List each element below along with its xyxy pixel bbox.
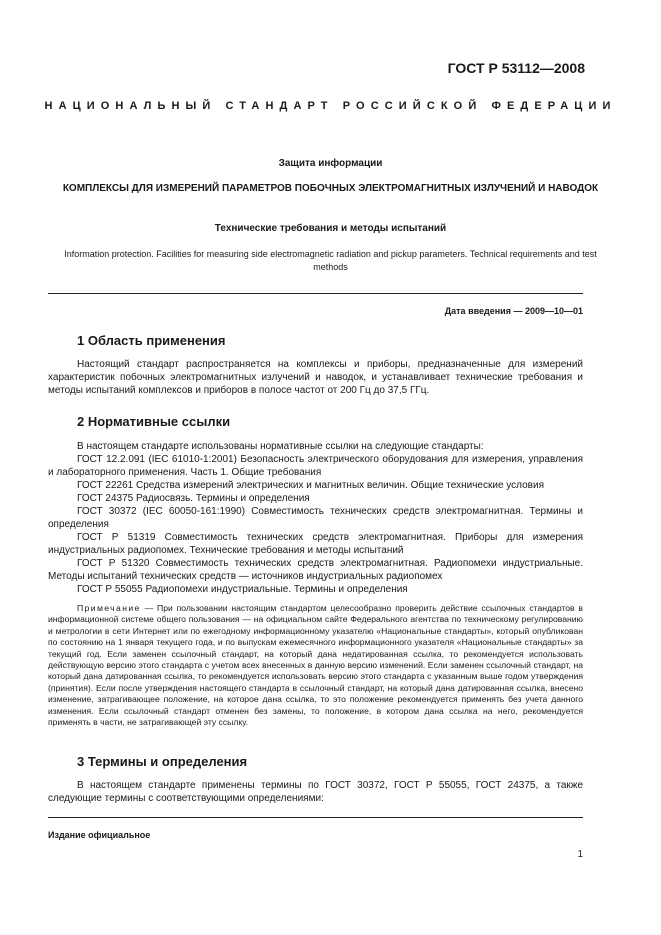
standard-number: ГОСТ Р 53112—2008 <box>447 60 585 76</box>
section-3-body <box>48 779 583 805</box>
reference-item: ГОСТ 22261 Средства измерений электрических и магнитных величин. Общие технические условия <box>77 480 544 491</box>
paragraph: В настоящем стандарте применены термины по ГОСТ 30372, ГОСТ Р 55055, ГОСТ 24375, а также следующие термины с соответствующими определениями: <box>48 780 583 804</box>
section-2-heading: 2 Нормативные ссылки <box>77 414 231 429</box>
note-label: Примечание <box>77 603 141 613</box>
paragraph: Настоящий стандарт распространяется на комплексы и приборы, предназначенные для измерений характеристик побочных электромагнитных излучений и наводок, и устанавливает технические требования и методы испытаний комплексов и приборов в полосе частот от 200 Гц до 37,5 ГГц. <box>48 359 583 396</box>
note-paragraph <box>48 603 583 728</box>
section-1-body <box>48 358 583 397</box>
paragraph: В настоящем стандарте использованы нормативные ссылки на следующие стандарты: <box>77 441 484 452</box>
title-divider <box>48 293 583 294</box>
section-2-body <box>48 440 583 596</box>
document-subtitle: Технические требования и методы испытаний <box>214 223 447 234</box>
reference-item: ГОСТ 12.2.091 (IEC 61010-1:2001) Безопасность электрического оборудования для измерения, управления и лабораторного применения. Часть 1. Общие требования <box>48 454 583 478</box>
edition-label: Издание официальное <box>48 830 151 840</box>
reference-item: ГОСТ 24375 Радиосвязь. Термины и определения <box>77 493 310 504</box>
section-1-heading: 1 Область применения <box>77 333 226 348</box>
reference-item: ГОСТ Р 55055 Радиопомехи индустриальные. Термины и определения <box>77 584 408 595</box>
document-title: КОМПЛЕКСЫ ДЛЯ ИЗМЕРЕНИЙ ПАРАМЕТРОВ ПОБОЧНЫХ ЭЛЕКТРОМАГНИТНЫХ ИЗЛУЧЕНИЙ И НАВОДОК <box>62 183 599 194</box>
note-block <box>48 603 583 728</box>
page-number: 1 <box>577 849 583 860</box>
reference-item: ГОСТ Р 51319 Совместимость технических средств электромагнитная. Приборы для измерения индустриальных радиопомех. Технические требования и методы испытаний <box>48 532 583 556</box>
national-standard-heading: НАЦИОНАЛЬНЫЙ СТАНДАРТ РОССИЙСКОЙ ФЕДЕРАЦИИ <box>44 100 617 112</box>
section-3-heading: 3 Термины и определения <box>77 754 248 769</box>
reference-item: ГОСТ 30372 (IEC 60050-161:1990) Совместимость технических средств электромагнитная. Термины и определения <box>48 506 583 530</box>
english-title: Information protection. Facilities for measuring side electromagnetic radiation and pickup parameters. Technical requirements and test methods <box>64 249 597 272</box>
footer-divider <box>48 817 583 818</box>
note-text: — При пользовании настоящим стандартом целесообразно проверить действие ссылочных стандартов в информационной системе общего пользования — на официальном сайте Федерального агентства по техническому регулированию и метрологии в сети Интернет или по ежегодному информационному указателю «Национальные стандарты», который опубликован по состоянию на 1 января текущего года, и по выпускам ежемесячного информационного указателя «Национальные стандарты» за текущий год. Если заменен ссылочный стандарт, на который дана недатированная ссылка, то рекомендуется использовать действующую версию этого стандарта с учетом всех внесенных в данную версию изменений. Если заменен ссылочный стандарт, на который дана датированная ссылка, то рекомендуется использовать версию этого стандарта с указанным выше годом утверждения (принятия). Если после утверждения настоящего стандарта в ссылочный стандарт, на который дана датированная ссылка, внесено изменение, затрагивающее положение, на которое дана ссылка, то это положение рекомендуется применять без учета данного изменения. Если ссылочный стандарт отменен без замены, то положение, в котором дана ссылка на него, рекомендуется применять в части, не затрагивающей эту ссылку. <box>48 603 583 728</box>
document-subject: Защита информации <box>278 158 383 169</box>
reference-item: ГОСТ Р 51320 Совместимость технических средств электромагнитная. Радиопомехи индустриальные. Методы испытаний технических средств — источников индустриальных радиопомех <box>48 558 583 582</box>
introduction-date: Дата введения — 2009—10—01 <box>444 306 583 316</box>
